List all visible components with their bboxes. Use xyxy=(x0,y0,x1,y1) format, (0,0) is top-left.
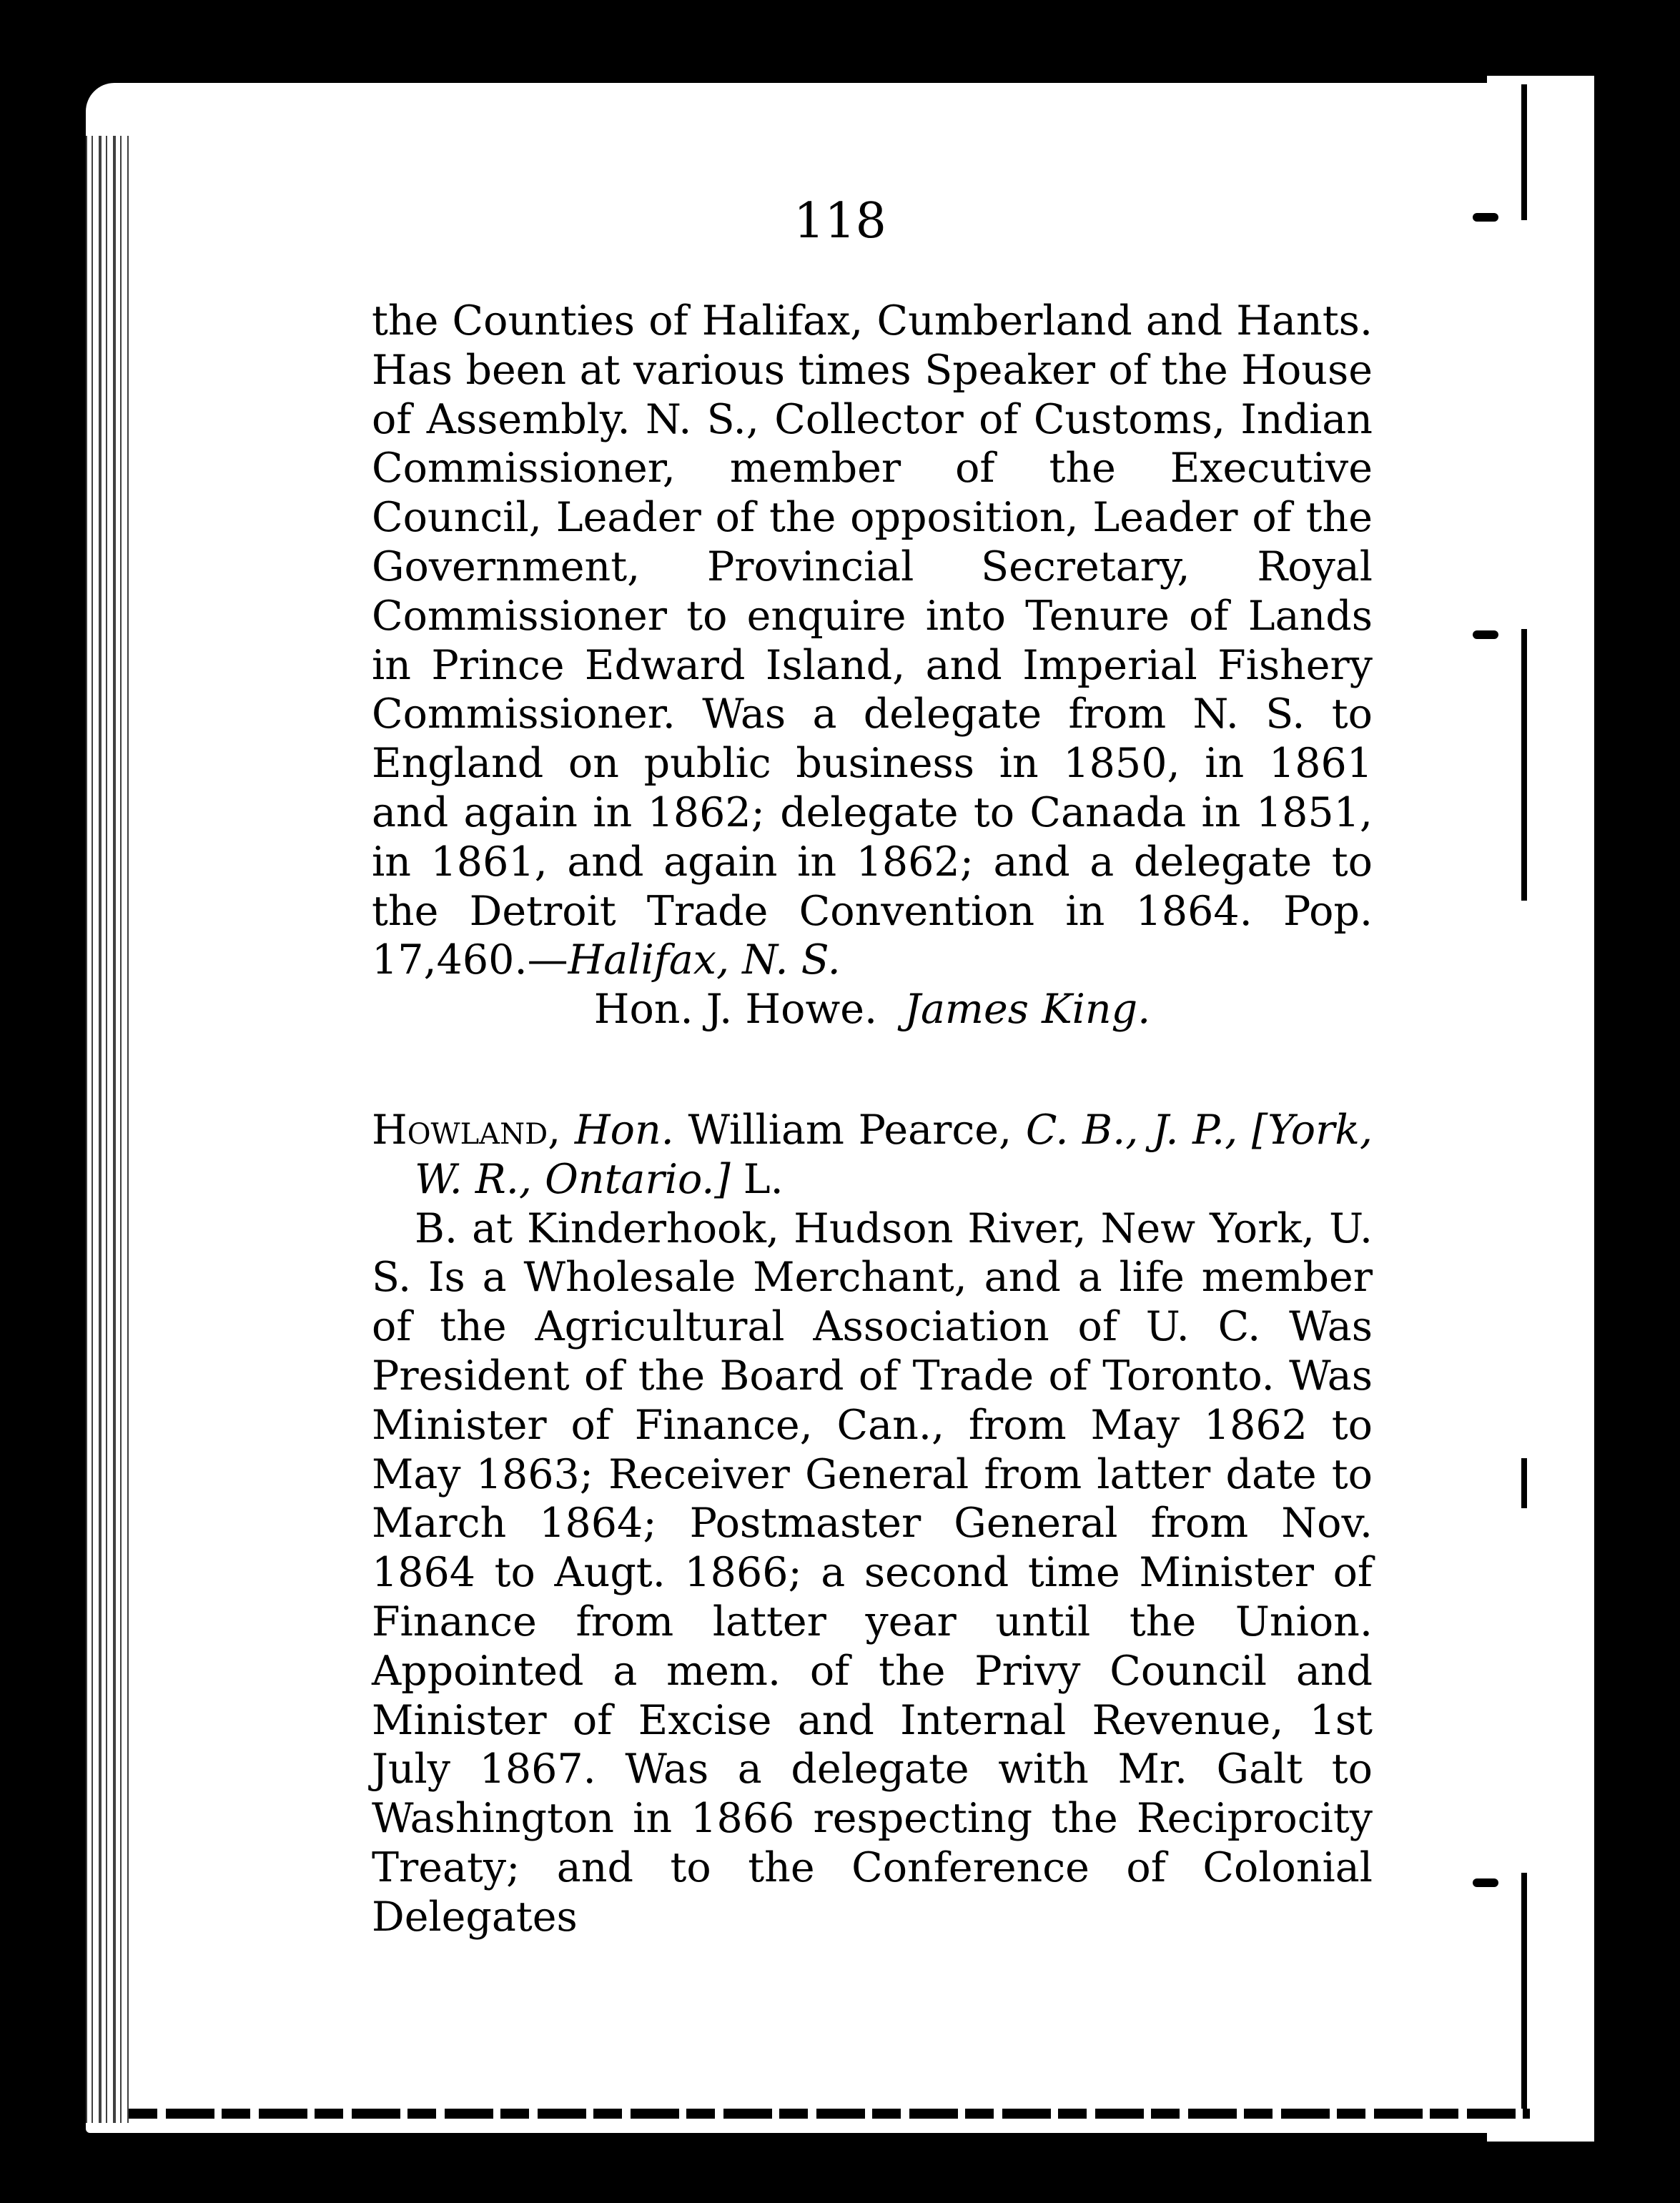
right-edge-rule xyxy=(1521,1873,1527,2109)
right-edge-rule xyxy=(1521,629,1527,901)
page-bottom-edge xyxy=(129,2109,1530,2119)
entry-body: B. at Kinderhook, Hudson River, New York, U. S. Is a Wholesale Merchant, and a life member of the Agricultural Association of U. C. Was President of the Board of Trade of Toronto. Was Minister of Finance, Can., from May 1862 to May 1863; Receiver General from latter date to March 1864; Postmaster General from Nov. 1864 to Augt. 1866; a second time Minister of Finance from latter year until the Union. Appointed a mem. of the Privy Council and Minister of Excise and Internal Revenue, 1st July 1867. Was a delegate with Mr. Galt to Washington in 1866 respecting the Reciprocity Treaty; and to the Conference of Colonial Delegates xyxy=(372,1204,1373,1941)
body-text xyxy=(372,297,1373,1942)
entry-honorific: Hon. xyxy=(574,1106,674,1154)
entry-post-nominals: C. B., J. P., xyxy=(1025,1106,1238,1154)
entry-place: Halifax, N. S. xyxy=(568,936,841,984)
page-number: 118 xyxy=(794,193,886,249)
signer: Hon. J. Howe. xyxy=(593,986,878,1034)
crop-mark xyxy=(1473,630,1498,639)
entry-heading xyxy=(372,1106,1373,1204)
right-edge-rule xyxy=(1521,1458,1527,1508)
entry-constituency: [York, W. R., Ontario.] xyxy=(415,1106,1373,1203)
page-binding-edge xyxy=(84,136,129,2123)
entry-continuation xyxy=(372,297,1373,985)
crop-mark xyxy=(1473,1878,1498,1887)
entry-surname: Howland, xyxy=(372,1106,561,1154)
signer: James King. xyxy=(904,986,1151,1034)
page-right-margin xyxy=(1487,76,1594,2142)
entry-text: the Counties of Halifax, Cumberland and Hants. Has been at various times Speaker of the House of Assembly. N. S., Collector of Customs, Indian Commissioner, member of the Executive Council, Leader of the opposition, Leader of the Government, Provincial Secretary, Royal Commissioner to enquire into Tenure of Lands in Prince Edward Island, and Imperial Fishery Commissioner. Was a delegate from N. S. to England on public business in 1850, in 1861 and again in 1862; delegate to Canada in 1851, in 1861, and again in 1862; and a delegate to the Detroit Trade Convention in 1864. Pop. 17,460.— xyxy=(372,297,1373,984)
signers-line xyxy=(372,985,1373,1034)
entry-party: L. xyxy=(743,1155,784,1203)
entry-given-names: William Pearce, xyxy=(688,1106,1012,1154)
